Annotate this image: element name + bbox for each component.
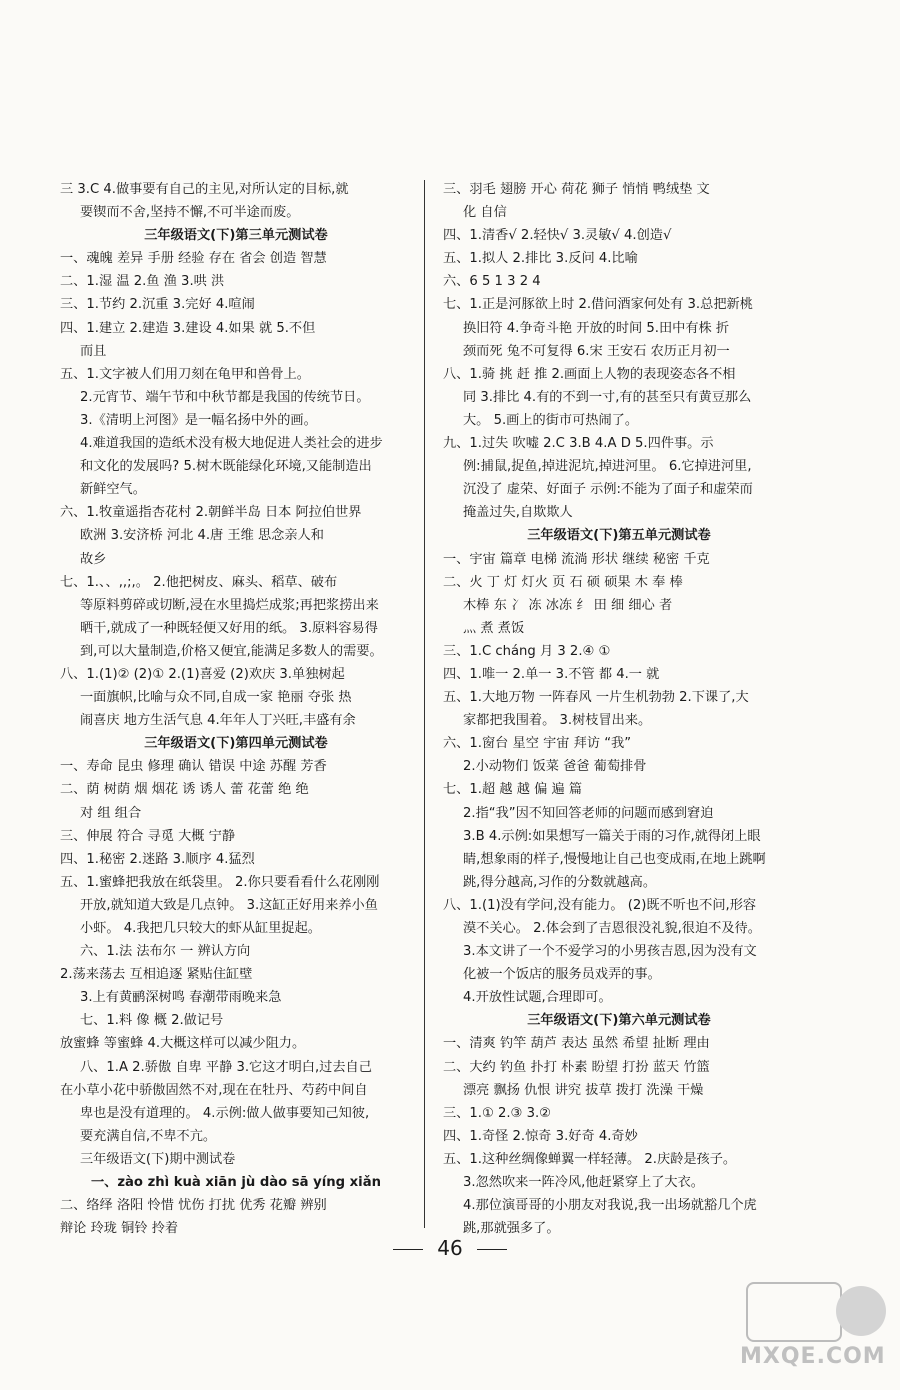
text-line: 四、1.唯一 2.单一 3.不管 都 4.一 就	[443, 666, 660, 682]
text-line: 2.荡来荡去 互相追逐 紧贴住缸壁	[60, 967, 253, 983]
text-line: 六、6 5 1 3 2 4	[443, 274, 541, 290]
text-line: 辩论 玲珑 铜铃 拎着	[60, 1221, 179, 1237]
text-line: 化被一个饭店的服务员戏弄的事。	[463, 967, 661, 983]
text-line: 漂亮 飘扬 仇恨 讲究 拔草 拨打 洗澡 干燥	[463, 1082, 704, 1098]
text-line: 要锲而不舍,坚持不懈,不可半途而废。	[80, 205, 300, 221]
text-line: 五、1.这种丝绸像蝉翼一样轻薄。 2.庆龄是孩子。	[443, 1151, 737, 1167]
text-line: 同 3.排比 4.有的不到一寸,有的甚至只有黄豆那么	[463, 389, 752, 405]
text-line: 五、1.蜜蜂把我放在纸袋里。 2.你只要看看什么花刚刚	[60, 874, 380, 890]
column-divider	[424, 180, 425, 1228]
text-line: 和文化的发展吗? 5.树木既能绿化环境,又能制造出	[80, 459, 372, 475]
text-line: 2.小动物们 饭菜 爸爸 葡萄排骨	[463, 759, 647, 775]
text-line: 二、1.湿 温 2.鱼 渔 3.哄 洪	[60, 274, 225, 290]
text-line: 2.元宵节、端午节和中秋节都是我国的传统节日。	[80, 389, 370, 405]
text-line: 家都把我围着。 3.树枝冒出来。	[463, 713, 652, 729]
text-line: 化 自信	[463, 205, 507, 221]
text-line: 开放,就知道大致是几点钟。 3.这缸正好用来养小鱼	[80, 897, 378, 913]
right-column	[443, 178, 795, 1240]
text-line: 而且	[80, 343, 107, 359]
text-line: 闹喜庆 地方生活气息 4.年年人丁兴旺,丰盛有余	[80, 713, 356, 729]
text-line: 五、1.大地万物 一阵春风 一片生机勃勃 2.下课了,大	[443, 690, 749, 706]
text-line: 故乡	[80, 551, 107, 567]
text-line: 二、火 丁 灯 灯火 页 石 硕 硕果 木 奉 棒	[443, 574, 683, 590]
text-line: 漠不关心。 2.体会到了吉恩很没礼貌,很迫不及待。	[463, 921, 761, 936]
text-line: 四、1.建立 2.建造 3.建设 4.如果 就 5.不但	[60, 320, 316, 336]
text-line: 六、1.牧童遥指杏花村 2.朝鲜半岛 日本 阿拉伯世界	[60, 505, 362, 521]
text-line: 四、1.清香√ 2.轻快√ 3.灵敏√ 4.创造√	[443, 228, 672, 244]
text-line: 3.B 4.示例:如果想写一篇关于雨的习作,就得闭上眼	[463, 828, 761, 844]
text-line: 要充满自信,不卑不亢。	[80, 1128, 217, 1144]
text-line: 欧洲 3.安济桥 河北 4.唐 王维 思念亲人和	[80, 528, 324, 544]
text-line: 一、宇宙 篇章 电梯 流淌 形状 继续 秘密 千克	[443, 551, 710, 567]
text-line: 新鲜空气。	[80, 482, 146, 498]
text-line: 八、1.骑 挑 赶 推 2.画面上人物的表现姿态各不相	[443, 366, 736, 382]
text-line: 五、1.拟人 2.排比 3.反问 4.比喻	[443, 251, 638, 267]
text-line: 小虾。 4.我把几只较大的虾从缸里捉起。	[80, 921, 321, 936]
text-line: 3.本文讲了一个不爱学习的小男孩吉恩,因为没有文	[463, 944, 757, 960]
text-line: 四、1.秘密 2.迷路 3.顺序 4.猛烈	[60, 851, 255, 867]
text-line: 卑也是没有道理的。 4.示例:做人做事要知己知彼,	[80, 1105, 370, 1121]
text-line: 灬 煮 煮饭	[463, 620, 525, 636]
text-line: 三、羽毛 翅膀 开心 荷花 狮子 悄悄 鸭绒垫 文	[443, 182, 710, 197]
text-line: 四、1.奇怪 2.惊奇 3.好奇 4.奇妙	[443, 1128, 638, 1144]
text-line: 4.难道我国的造纸术没有极大地促进人类社会的进步	[80, 436, 383, 452]
watermark-text: MXQE.COM	[740, 1344, 886, 1369]
section-heading: 三年级语文(下)第四单元测试卷	[144, 736, 328, 752]
page-number	[0, 1236, 900, 1260]
section-heading: 三年级语文(下)第三单元测试卷	[144, 228, 328, 244]
left-column	[60, 178, 412, 1263]
text-line: 二、大约 钓鱼 扑打 朴素 盼望 打扮 蓝天 竹篮	[443, 1059, 710, 1075]
text-line: 4.开放性试题,合理即可。	[463, 990, 612, 1006]
text-line: 换旧符 4.争奇斗艳 开放的时间 5.田中有株 折	[463, 320, 730, 336]
text-line: 在小草小花中骄傲固然不对,现在在牡丹、芍药中间自	[60, 1082, 368, 1098]
text-line: 晒干,就成了一种既轻便又好用的纸。 3.原料容易得	[80, 620, 378, 636]
text-line: 八、1.(1)② (2)① 2.(1)喜爱 (2)欢庆 3.单独树起	[60, 666, 345, 682]
text-line: 跳,得分越高,习作的分数就越高。	[463, 874, 657, 890]
section-heading: 三年级语文(下)第五单元测试卷	[527, 528, 711, 544]
text-line: 例:捕鼠,捉鱼,掉进泥坑,掉进河里。 6.它掉进河里,	[463, 459, 752, 475]
text-line: 三 3.C 4.做事要有自己的主见,对所认定的目标,就	[60, 182, 349, 197]
text-line: 颈而死 兔不可复得 6.宋 王安石 农历正月初一	[463, 343, 730, 359]
text-line: 一、魂魄 差异 手册 经验 存在 省会 创造 智慧	[60, 251, 327, 267]
text-line: 一、清爽 钓竿 葫芦 表达 虽然 希望 扯断 理由	[443, 1036, 710, 1052]
text-line: 掩盖过失,自欺欺人	[463, 505, 573, 521]
text-line: 八、1.A 2.骄傲 自卑 平静 3.它这才明白,过去自己	[80, 1059, 372, 1075]
text-line: 木棒 东 冫 冻 冰冻 纟 田 细 细心 者	[463, 597, 673, 613]
text-line: 三年级语文(下)期中测试卷	[80, 1151, 236, 1167]
text-line: 六、1.法 法布尔 一 辨认方向	[80, 944, 251, 960]
section-heading: 三年级语文(下)第六单元测试卷	[527, 1013, 711, 1029]
text-line: 三、伸展 符合 寻觅 大概 宁静	[60, 828, 236, 844]
text-line: 沉没了 虚荣、好面子 示例:不能为了面子和虚荣而	[463, 482, 753, 498]
watermark-logo	[740, 1282, 890, 1382]
watermark-box-icon	[746, 1282, 842, 1342]
text-line: 一面旗帜,比喻与众不同,自成一家 艳丽 夺张 热	[80, 690, 352, 706]
dash-right	[477, 1249, 507, 1250]
dash-left	[393, 1249, 423, 1250]
page-number-value: 46	[437, 1236, 463, 1260]
section-heading: 一、zào zhì kuà xiān jù dào sā yíng xiǎn	[90, 1175, 381, 1191]
text-line: 放蜜蜂 等蜜蜂 4.大概这样可以减少阻力。	[60, 1036, 306, 1052]
watermark-circle-icon	[836, 1286, 886, 1336]
text-line: 二、络绎 洛阳 怜惜 忧伤 打扰 优秀 花瓣 辨别	[60, 1198, 327, 1214]
text-line: 一、寿命 昆虫 修理 确认 错误 中途 苏醒 芳香	[60, 759, 327, 775]
text-line: 九、1.过失 吹嘘 2.C 3.B 4.A D 5.四件事。示	[443, 436, 714, 452]
text-line: 七、1.料 像 概 2.做记号	[80, 1013, 224, 1029]
text-line: 七、1.正是河豚欲上时 2.借问酒家何处有 3.总把新桃	[443, 297, 753, 313]
text-line: 2.指“我”因不知回答老师的问题而感到窘迫	[463, 805, 714, 821]
text-line: 七、1.超 越 越 偏 遍 篇	[443, 782, 583, 798]
text-line: 大。 5.画上的街市可热闹了。	[463, 412, 639, 428]
text-line: 五、1.文字被人们用刀刻在龟甲和兽骨上。	[60, 366, 310, 382]
text-line: 三、1.节约 2.沉重 3.完好 4.喧闹	[60, 297, 255, 313]
text-line: 八、1.(1)没有学问,没有能力。 (2)既不听也不问,形容	[443, 897, 757, 913]
text-line: 到,可以大量制造,价格又便宜,能满足多数人的需要。	[80, 643, 383, 659]
text-line: 二、荫 树荫 烟 烟花 诱 诱人 蕾 花蕾 绝 绝	[60, 782, 309, 798]
text-line: 等原料剪碎或切断,浸在水里捣烂成浆;再把浆捞出来	[80, 597, 379, 613]
text-line: 3.忽然吹来一阵冷风,他赶紧穿上了大衣。	[463, 1175, 704, 1191]
text-line: 睛,想象雨的样子,慢慢地让自己也变成雨,在地上跳啊	[463, 851, 766, 867]
text-line: 3.《清明上河图》是一幅名扬中外的画。	[80, 412, 317, 428]
text-line: 三、1.① 2.③ 3.②	[443, 1105, 551, 1121]
text-line: 七、1.、、,,;,。 2.他把树皮、麻头、稻草、破布	[60, 574, 338, 590]
text-line: 3.上有黄鹂深树鸣 春潮带雨晚来急	[80, 990, 282, 1006]
text-line: 4.那位演哥哥的小朋友对我说,我一出场就豁几个虎	[463, 1198, 757, 1214]
text-line: 六、1.窗台 星空 宇宙 拜访 “我”	[443, 736, 632, 752]
text-line: 三、1.C cháng 月 3 2.④ ①	[443, 643, 611, 659]
text-line: 对 组 组合	[80, 805, 142, 821]
text-line: 跳,那就强多了。	[463, 1221, 560, 1237]
